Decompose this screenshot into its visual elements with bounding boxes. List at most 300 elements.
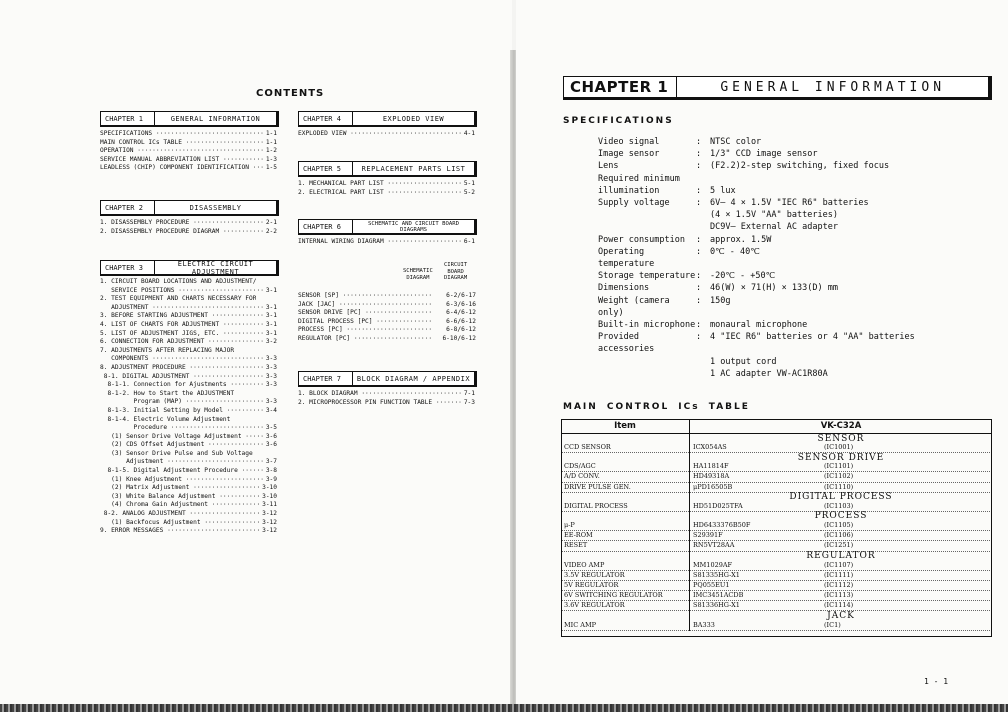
spec-value: 1 output cord (710, 356, 777, 367)
toc-entry-page: 3-9 (265, 475, 277, 483)
spec-colon: : (696, 320, 702, 331)
spec-value: 6V— 4 × 1.5V "IEC R6" batteries (710, 198, 869, 209)
ic-reference-cell: (IC1114) (821, 601, 992, 611)
spec-label: Dimensions (598, 283, 650, 294)
ch6-items-list (298, 238, 475, 247)
ic-reference-cell: (IC1113) (821, 591, 992, 601)
part-number-cell: RN5VT28AA (690, 541, 822, 551)
spec-colon (696, 209, 710, 221)
spec-value: DC9V— External AC adapter (710, 222, 838, 233)
ic-reference-cell: (IC1107) (821, 561, 992, 571)
empty-cell (561, 511, 690, 521)
toc-entry-title: SENSOR DRIVE [PC] ····· (298, 309, 432, 318)
circuit-board-page: 6-16 (461, 300, 476, 308)
spec-value: 5 lux (710, 185, 736, 196)
toc-entry-title: ADJUSTMENT ····· (100, 304, 263, 313)
category-label: SENSOR (817, 433, 865, 444)
toc-entry-page: 6-1 (463, 238, 475, 245)
toc-entry-title: (1) Sensor Drive Voltage Adjustment ····· (100, 433, 263, 442)
toc-entry-title: (1) Knee Adjustment ····· (100, 476, 263, 485)
toc-entry-page: 3-3 (265, 372, 277, 380)
table-row (561, 443, 992, 453)
toc-entry-page: 7-1 (463, 390, 475, 397)
toc-entry-page: 3-4 (265, 406, 277, 414)
toc-entry-page: 3-1 (265, 303, 277, 311)
chapter-number: CHAPTER 5 (299, 162, 353, 175)
table-category-row (561, 453, 992, 463)
toc-entry-title: (4) Chroma Gain Adjustment ····· (100, 501, 259, 510)
ch7-items-list (298, 390, 475, 407)
separator: / (457, 326, 462, 334)
table-category-row (561, 434, 992, 444)
ic-reference-cell: (IC1102) (821, 472, 992, 482)
circuit-board-column-header: CIRCUIT BOARD DIAGRAM (444, 262, 468, 281)
item-cell: 6V SWITCHING REGULATOR (561, 591, 690, 601)
spec-value: 1/3" CCD image sensor (710, 149, 818, 160)
spec-row (598, 209, 915, 221)
toc-entry[interactable] (100, 278, 277, 287)
toc-entry[interactable] (100, 476, 277, 485)
item-cell: 3.6V REGULATOR (561, 601, 690, 611)
separator: / (457, 292, 462, 299)
toc-entry[interactable] (100, 484, 277, 493)
chapter-5-box (298, 161, 477, 177)
item-cell: DRIVE PULSE GEN. (561, 482, 690, 492)
circuit-board-page: 6-12 (461, 334, 476, 342)
toc-entry[interactable] (100, 338, 277, 347)
spec-colon: : (696, 161, 702, 172)
category-label: REGULATOR (806, 551, 876, 561)
toc-entry-title: COMPONENTS ····· (100, 355, 263, 364)
toc-entry[interactable] (100, 147, 277, 156)
toc-entry[interactable] (298, 180, 475, 189)
toc-entry-title: 2. ELECTRICAL PART LIST ····· (298, 189, 461, 198)
toc-entry[interactable] (298, 335, 476, 344)
category-label: JACK (827, 610, 855, 621)
chapter-title: REPLACEMENT PARTS LIST (361, 164, 466, 173)
table-category-row (561, 492, 992, 502)
schematic-page: 6-8 (446, 326, 458, 334)
toc-entry[interactable] (100, 501, 277, 510)
part-number-cell: BA333 (690, 620, 822, 630)
spec-row (598, 173, 915, 185)
spec-label: Video signal (598, 137, 660, 147)
ch4-items-list (298, 130, 475, 139)
spec-value: 4 "IEC R6" batteries or 4 "AA" batteries (710, 332, 915, 343)
toc-entry[interactable] (100, 441, 277, 450)
ic-reference-cell: (IC1101) (821, 462, 992, 472)
ic-reference-cell: (IC1106) (821, 531, 992, 541)
toc-entry-page: 2-2 (265, 227, 277, 235)
chapter-title: DISASSEMBLY (189, 203, 242, 212)
spec-row (598, 282, 915, 294)
spec-row (598, 331, 915, 355)
toc-entry[interactable] (298, 390, 475, 399)
toc-entry-page: 1-3 (265, 155, 277, 163)
toc-entry-title: 2. MICROPROCESSOR PIN FUNCTION TABLE ····· (298, 399, 461, 408)
toc-entry-title: 8-1-1. Connection for Ajustments ····· (100, 381, 263, 390)
specifications-heading: SPECIFICATIONS (563, 116, 674, 126)
toc-entry-title: INTERNAL WIRING DIAGRAM ····· (298, 238, 461, 247)
ch1-items-list (100, 130, 277, 173)
toc-entry[interactable] (100, 312, 277, 321)
spec-value: 0℃ - 40℃ (710, 246, 760, 257)
schematic-page: 6-6 (446, 317, 458, 325)
spec-row (598, 295, 915, 319)
chapter-6-box (298, 219, 477, 235)
chapter-2-box (100, 200, 279, 216)
toc-entry-title: 4. LIST OF CHARTS FOR ADJUSTMENT ····· (100, 321, 263, 330)
item-cell: μ-P (561, 521, 690, 531)
chapter-1-box (100, 111, 279, 127)
toc-entry-page: 3-10 (262, 484, 277, 492)
chapter-3-box (100, 260, 279, 276)
spec-colon (696, 173, 710, 185)
toc-entry-page: 1-1 (265, 138, 277, 146)
toc-entry-page: 5-2 (463, 188, 475, 196)
ic-reference-cell: (IC1001) (821, 443, 992, 453)
toc-entry-title: 5. LIST OF ADJUSTMENT JIGS, ETC. ····· (100, 330, 263, 339)
toc-entry-page: 3-2 (265, 338, 277, 346)
circuit-board-page: 6-12 (461, 317, 476, 325)
part-number-cell: PQ055EU1 (690, 580, 822, 590)
separator: / (457, 300, 462, 308)
toc-entry-title: (2) CDS Offset Adjustment ····· (100, 441, 263, 450)
toc-entry-page: 3-3 (265, 355, 277, 363)
spec-label: Weight (camera only) (598, 295, 670, 318)
toc-entry-title: OPERATION ····· (100, 147, 263, 156)
empty-cell (561, 453, 690, 463)
ic-reference-cell: (IC1110) (821, 482, 992, 492)
spec-label: Lens (598, 161, 619, 172)
spec-colon (696, 368, 710, 380)
toc-entry[interactable] (100, 450, 277, 459)
table-row (561, 482, 992, 492)
spec-value: -20℃ - +50℃ (710, 271, 776, 282)
table-row (561, 580, 992, 590)
spec-label (598, 221, 696, 233)
spec-label: Supply voltage (598, 198, 670, 209)
toc-entry-page: 3-1 (265, 329, 277, 337)
binding-hole-mark (516, 466, 517, 476)
part-number-cell: μPD16505B (690, 482, 822, 492)
toc-entry-page: 3-5 (265, 424, 277, 432)
toc-entry-title: Procedure ····· (100, 424, 263, 433)
spec-label (598, 209, 696, 221)
toc-entry-page: 3-3 (265, 363, 277, 371)
toc-entry[interactable] (100, 373, 277, 382)
chapter-1-banner (563, 76, 992, 100)
chapter-1-number: CHAPTER 1 (564, 77, 677, 97)
table-category-row (561, 511, 992, 521)
toc-entry[interactable] (100, 228, 277, 237)
toc-entry-title: 8-1-3. Initial Setting by Model ····· (100, 407, 263, 416)
main-control-ics-table (561, 419, 992, 631)
spec-label: Provided accessories (598, 332, 655, 355)
toc-entry-title: 2. TEST EQUIPMENT AND CHARTS NECESSARY FOR (100, 295, 257, 303)
toc-entry-title: SENSOR [SP] ····· (298, 292, 432, 301)
binding-hole-mark (516, 112, 517, 122)
toc-entry[interactable] (100, 433, 277, 442)
toc-entry-title: (2) Matrix Adjustment ····· (100, 484, 259, 493)
table-row (561, 591, 992, 601)
toc-entry-page: 2-1 (265, 219, 277, 226)
schematic-page: 6-2 (446, 292, 458, 299)
item-cell: 3.5V REGULATOR (561, 570, 690, 580)
toc-entry-title: MAIN CONTROL ICs TABLE ····· (100, 139, 263, 148)
spec-label: Image sensor (598, 149, 660, 160)
toc-entry-title: 8-1-4. Electric Volume Adjustment (100, 415, 231, 423)
spec-value: (F2.2)2-step switching, fixed focus (710, 161, 890, 172)
part-number-cell: IMC3451ACDB (690, 591, 822, 601)
spec-row (598, 246, 915, 270)
toc-entry-title: (3) Sensor Drive Pulse and Sub Voltage (100, 449, 253, 457)
item-cell: MIC AMP (561, 620, 690, 630)
chapter-number: CHAPTER 4 (299, 112, 353, 125)
chapter-title: ELECTRIC CIRCUIT ADJUSTMENT (177, 259, 254, 276)
toc-entry-page: 3-6 (265, 441, 277, 449)
spec-row (598, 234, 915, 246)
item-column-header: Item (561, 419, 690, 434)
circuit-board-page: 6-12 (461, 309, 476, 317)
chapter-number: CHAPTER 1 (101, 112, 155, 125)
part-number-cell: S29391F (690, 531, 822, 541)
toc-entry-page: 3-10 (262, 492, 277, 500)
toc-entry-page: 3-12 (262, 518, 277, 526)
spec-row (598, 185, 915, 197)
item-cell: EE-ROM (561, 531, 690, 541)
table-row (561, 561, 992, 571)
spec-value: NTSC color (710, 137, 762, 147)
toc-entry-page: 1-2 (265, 147, 277, 155)
toc-entry[interactable] (100, 164, 277, 173)
toc-entry-page: 3-6 (265, 432, 277, 440)
toc-entry[interactable] (100, 321, 277, 330)
toc-entry-page: 3-7 (265, 458, 277, 466)
toc-entry[interactable] (100, 381, 277, 390)
toc-entry-title: 8-1-2. How to Start the ADJUSTMENT (100, 389, 235, 397)
spec-value: (4 × 1.5V "AA" batteries) (710, 210, 838, 221)
item-cell: A/D CONV. (561, 472, 690, 482)
spec-label: Operating temperature (598, 246, 655, 270)
toc-entry-title: 8-1-5. Digital Adjustment Procedure ····· (100, 467, 263, 476)
spec-colon: : (696, 149, 702, 160)
toc-entry-page: 3-3 (265, 381, 277, 389)
toc-entry-title: Program (MAP) ····· (100, 398, 263, 407)
item-cell: DIGITAL PROCESS (561, 502, 690, 512)
table-row (561, 472, 992, 482)
ch2-items-list (100, 219, 277, 236)
toc-entry[interactable] (100, 219, 277, 228)
toc-entry-title: PROCESS [PC] ····· (298, 326, 432, 335)
toc-entry-title: 1. CIRCUIT BOARD LOCATIONS AND ADJUSTMENT/ (100, 278, 257, 285)
toc-entry[interactable] (100, 510, 277, 519)
toc-entry-title: (1) Backfocus Adjustment ····· (100, 519, 259, 528)
toc-entry-title: SERVICE MANUAL ABBREVIATION LIST ····· (100, 156, 263, 165)
toc-entry[interactable] (298, 309, 476, 318)
toc-entry-title: REGULATOR [PC] ····· (298, 335, 432, 344)
spec-row (598, 270, 915, 282)
part-number-cell: ICX054AS (690, 443, 822, 453)
spec-label (598, 368, 696, 380)
spec-colon: : (696, 246, 702, 257)
part-number-cell: MM1029AF (690, 561, 822, 571)
toc-entry[interactable] (100, 156, 277, 165)
separator: / (457, 309, 462, 317)
toc-entry[interactable] (298, 130, 475, 139)
ics-table-heading: MAIN CONTROL ICs TABLE (563, 402, 750, 412)
toc-entry[interactable] (100, 139, 277, 148)
table-row (561, 570, 992, 580)
toc-entry[interactable] (100, 355, 277, 364)
toc-entry-page: 4-1 (463, 130, 475, 137)
table-row (561, 531, 992, 541)
toc-entry[interactable] (298, 292, 476, 301)
item-cell: 5V REGULATOR (561, 580, 690, 590)
toc-entry-title: 7. ADJUSTMENTS AFTER REPLACING MAJOR (100, 346, 235, 354)
toc-entry[interactable] (100, 364, 277, 373)
toc-entry[interactable] (298, 326, 476, 335)
ch3-items-list (100, 278, 277, 536)
toc-entry-page: 1-5 (265, 164, 277, 172)
toc-entry[interactable] (100, 458, 277, 467)
chapter-title: EXPLODED VIEW (382, 114, 445, 123)
toc-entry[interactable] (298, 318, 476, 327)
schematic-page: 6-3 (446, 300, 458, 308)
schematic-page: 6-10 (442, 334, 458, 342)
spec-row (598, 160, 915, 172)
toc-entry-title: SERVICE POSITIONS ····· (100, 287, 263, 296)
toc-entry-title: EXPLODED VIEW ····· (298, 130, 461, 139)
toc-entry-page: 3-1 (265, 286, 277, 294)
chapter-7-box (298, 371, 477, 387)
toc-entry-title: 1. MECHANICAL PART LIST ····· (298, 180, 461, 189)
toc-entry-page: 3-3 (265, 398, 277, 406)
ic-reference-cell: (IC1105) (821, 521, 992, 531)
toc-entry[interactable] (100, 416, 277, 425)
spec-row (598, 148, 915, 160)
spec-label: Required minimum (598, 173, 680, 184)
binding-hole-mark (516, 280, 517, 290)
toc-entry-page: 3-12 (262, 527, 277, 535)
toc-entry-title: 8. ADJUSTMENT PROCEDURE ····· (100, 364, 263, 373)
toc-entry-title: SPECIFICATIONS ····· (100, 130, 263, 139)
spec-value: monaural microphone (710, 320, 808, 331)
toc-entry-title: 3. BEFORE STARTING ADJUSTMENT ····· (100, 312, 263, 321)
circuit-board-page: 6-17 (461, 292, 476, 299)
table-row (561, 502, 992, 512)
spec-value: 150g (710, 295, 731, 306)
toc-entry-title: 2. DISASSEMBLY PROCEDURE DIAGRAM ····· (100, 228, 263, 237)
toc-entry-title: JACK [JAC] ····· (298, 301, 432, 310)
spec-row (598, 197, 915, 209)
table-row (561, 620, 992, 630)
chapter-number: CHAPTER 2 (101, 201, 155, 214)
toc-entry[interactable] (298, 399, 475, 408)
toc-entry[interactable] (100, 407, 277, 416)
category-label: SENSOR DRIVE (797, 452, 885, 463)
toc-entry-title: 9. ERROR MESSAGES ····· (100, 527, 259, 536)
toc-entry[interactable] (100, 295, 277, 304)
toc-entry[interactable] (298, 189, 475, 198)
part-number-cell: HA11814F (690, 462, 822, 472)
table-row (561, 541, 992, 551)
toc-entry-page: 3-1 (265, 320, 277, 328)
binding-hole-mark (516, 618, 517, 628)
spec-label (598, 356, 696, 368)
spec-row (598, 368, 915, 380)
spec-colon: : (696, 198, 702, 209)
table-category-row (561, 611, 992, 621)
toc-entry[interactable] (100, 287, 277, 296)
toc-entry-title: Adjustment ····· (100, 458, 263, 467)
spec-label: illumination (598, 185, 660, 196)
category-label: PROCESS (814, 511, 868, 522)
toc-entry[interactable] (298, 301, 476, 310)
toc-entry[interactable] (100, 330, 277, 339)
toc-entry[interactable] (298, 238, 475, 247)
category-label: DIGITAL PROCESS (789, 492, 893, 503)
table-row (561, 521, 992, 531)
item-cell: VIDEO AMP (561, 561, 690, 571)
empty-cell (561, 611, 690, 621)
toc-entry[interactable] (100, 390, 277, 399)
ic-reference-cell: (IC1111) (821, 570, 992, 580)
spec-colon: : (696, 332, 702, 343)
toc-entry[interactable] (100, 347, 277, 356)
toc-entry[interactable] (100, 527, 277, 536)
chapter-1-title: GENERAL INFORMATION (720, 79, 946, 95)
empty-cell (561, 551, 690, 561)
toc-entry-title: (3) White Balance Adjustment ····· (100, 493, 259, 502)
toc-entry-title: 1. DISASSEMBLY PROCEDURE ····· (100, 219, 263, 228)
chapter-title: SCHEMATIC AND CIRCUIT BOARD DIAGRAMS (368, 220, 459, 233)
toc-entry-title: 6. CONNECTION FOR ADJUSTMENT ····· (100, 338, 263, 347)
spec-colon (696, 221, 710, 233)
part-number-cell: S81335HG-X1 (690, 570, 822, 580)
toc-entry[interactable] (100, 519, 277, 528)
schematic-column-header: SCHEMATIC DIAGRAM (403, 268, 433, 281)
separator: / (457, 334, 462, 342)
spec-colon: : (696, 295, 702, 306)
toc-entry[interactable] (100, 398, 277, 407)
toc-entry[interactable] (100, 304, 277, 313)
toc-entry[interactable] (100, 467, 277, 476)
table-row (561, 601, 992, 611)
separator: / (457, 317, 462, 325)
spec-colon (696, 356, 710, 368)
toc-entry-title: 1. BLOCK DIAGRAM ····· (298, 390, 461, 399)
circuit-board-page: 6-12 (461, 326, 476, 334)
chapter-number: CHAPTER 3 (101, 261, 155, 274)
toc-entry[interactable] (100, 493, 277, 502)
spec-value: 1 AC adapter VW-AC1R80A (710, 368, 828, 379)
part-number-cell: S81336HG-X1 (690, 601, 822, 611)
schematic-page: 6-4 (446, 309, 458, 317)
part-number-cell: HD51D025TFA (690, 502, 822, 512)
toc-entry-title: 8-2. ANALOG ADJUSTMENT ····· (100, 510, 259, 519)
toc-entry[interactable] (100, 130, 277, 139)
spec-value: 46(W) × 71(H) × 133(D) mm (710, 283, 838, 294)
ch6-diagram-list (298, 292, 476, 344)
scan-edge (0, 704, 1008, 712)
chapter-number: CHAPTER 6 (299, 220, 353, 233)
toc-entry-title: 8-1. DIGITAL ADJUSTMENT ····· (100, 373, 263, 382)
toc-entry[interactable] (100, 424, 277, 433)
model-column-header: VK-C32A (690, 419, 993, 434)
spec-colon: : (696, 185, 702, 196)
toc-entry-title: LEADLESS (CHIP) COMPONENT IDENTIFICATION ····· (100, 164, 263, 173)
